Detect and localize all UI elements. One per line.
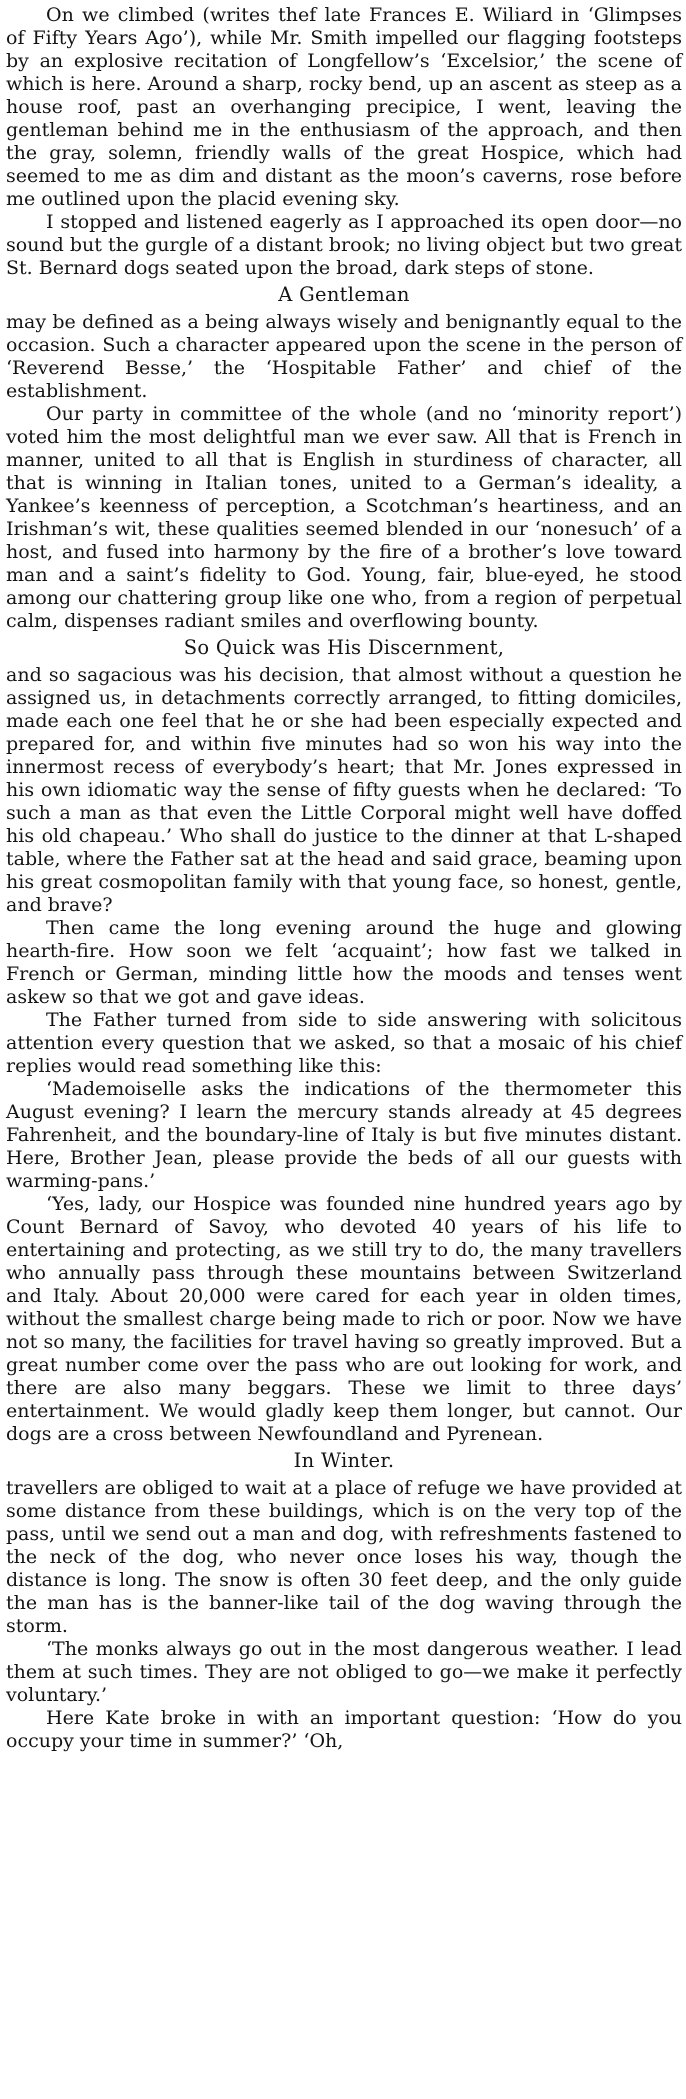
section-heading: A Gentleman — [278, 283, 410, 306]
paragraph: On we climbed (writes thef late Frances E. Wiliard in ‘Glimpses of Fifty Years Ago’), while Mr. Smith impelled our flagging footsteps by an explosive recitation of Longfellow’s ‘Excelsior,’ the scene of which is here. Around a sharp, rocky bend, up an ascent as steep as a house roof, past an overhanging precipice, I went, leaving the gentleman behind me in the enthusiasm of the approach, and then the gray, solemn, friendly walls of the great Hospice, which had seemed to me as dim and distant as the moon’s caverns, rose before me outlined upon the placid evening sky. — [6, 4, 682, 210]
paragraph: travellers are obliged to wait at a place of refuge we have provided at some distance from these buildings, which is on the very top of the pass, until we send out a man and dog, with refreshments fastened to the neck of the dog, who never once loses his way, though the distance is long. The snow is often 30 feet deep, and the only guide the man has is the banner-like tail of the dog waving through the storm. — [6, 1477, 682, 1637]
paragraph: The Father turned from side to side answering with solicitous attention every question that we asked, so that a mosaic of his chief replies would read something like this: — [6, 1009, 682, 1077]
paragraph: and so sagacious was his decision, that almost without a question he assigned us, in detachments correctly arranged, to fitting domiciles, made each one feel that he or she had been especially expected and prepared for, and within five minutes had so won his way into the innermost recess of everybody’s heart; that Mr. Jones expressed in his own idiomatic way the sense of fifty guests when he declared: ‘To such a man as that even the Little Corporal might well have doffed his old chapeau.’ Who shall do justice to the dinner at that L-shaped table, where the Father sat at the head and said grace, beaming upon his great cosmopolitan family with that young face, so honest, gentle, and brave? — [6, 664, 682, 916]
section-heading: In Winter. — [293, 1449, 395, 1472]
paragraph: Our party in committee of the whole (and no ‘minority report’) voted him the most delightful man we ever saw. All that is French in manner, united to all that is English in sturdiness of character, all that is winning in Italian tones, united to a German’s ideality, a Yankee’s keenness of perception, a Scotchman’s heartiness, and an Irishman’s wit, these qualities seemed blended in our ‘nonesuch’ of a host, and fused into harmony by the fire of a brother’s love toward man and a saint’s fidelity to God. Young, fair, blue-eyed, he stood among our chattering group like one who, from a region of perpetual calm, dispenses radiant smiles and overflowing bounty. — [6, 403, 682, 632]
paragraph: ‘The monks always go out in the most dangerous weather. I lead them at such times. They are not obliged to go—we make it perfectly voluntary.’ — [6, 1638, 682, 1706]
paragraph: ‘Yes, lady, our Hospice was founded nine hundred years ago by Count Bernard of Savoy, who devoted 40 years of his life to entertaining and protecting, as we still try to do, the many travellers who annually pass through these mountains between Switzerland and Italy. About 20,000 were cared for each year in olden times, without the smallest charge being made to rich or poor. Now we have not so many, the facilities for travel having so greatly improved. But a great number come over the pass who are out looking for work, and there are also many beggars. These we limit to three days’ entertainment. We would gladly keep them longer, but cannot. Our dogs are a cross between Newfoundland and Pyrenean. — [6, 1193, 682, 1445]
paragraph: I stopped and listened eagerly as I approached its open door—no sound but the gurgle of a distant brook; no living object but two great St. Bernard dogs seated upon the broad, dark steps of stone. — [6, 211, 682, 279]
paragraph: may be defined as a being always wisely and benignantly equal to the occasion. Such a character appeared upon the scene in the person of ‘Reverend Besse,’ the ‘Hospitable Father’ and chief of the establishment. — [6, 311, 682, 402]
section-heading: So Quick was His Discernment, — [183, 636, 505, 659]
paragraph: ‘Mademoiselle asks the indications of the thermometer this August evening? I learn the mercury stands already at 45 degrees Fahrenheit, and the boundary-line of Italy is but five minutes distant. Here, Brother Jean, please provide the beds of all our guests with warming-pans.’ — [6, 1078, 682, 1192]
paragraph: Then came the long evening around the huge and glowing hearth-fire. How soon we felt ‘acquaint’; how fast we talked in French or German, minding little how the moods and tenses went askew so that we got and gave ideas. — [6, 917, 682, 1008]
paragraph: Here Kate broke in with an important question: ‘How do you occupy your time in summer?’ ‘Oh, — [6, 1707, 682, 1752]
